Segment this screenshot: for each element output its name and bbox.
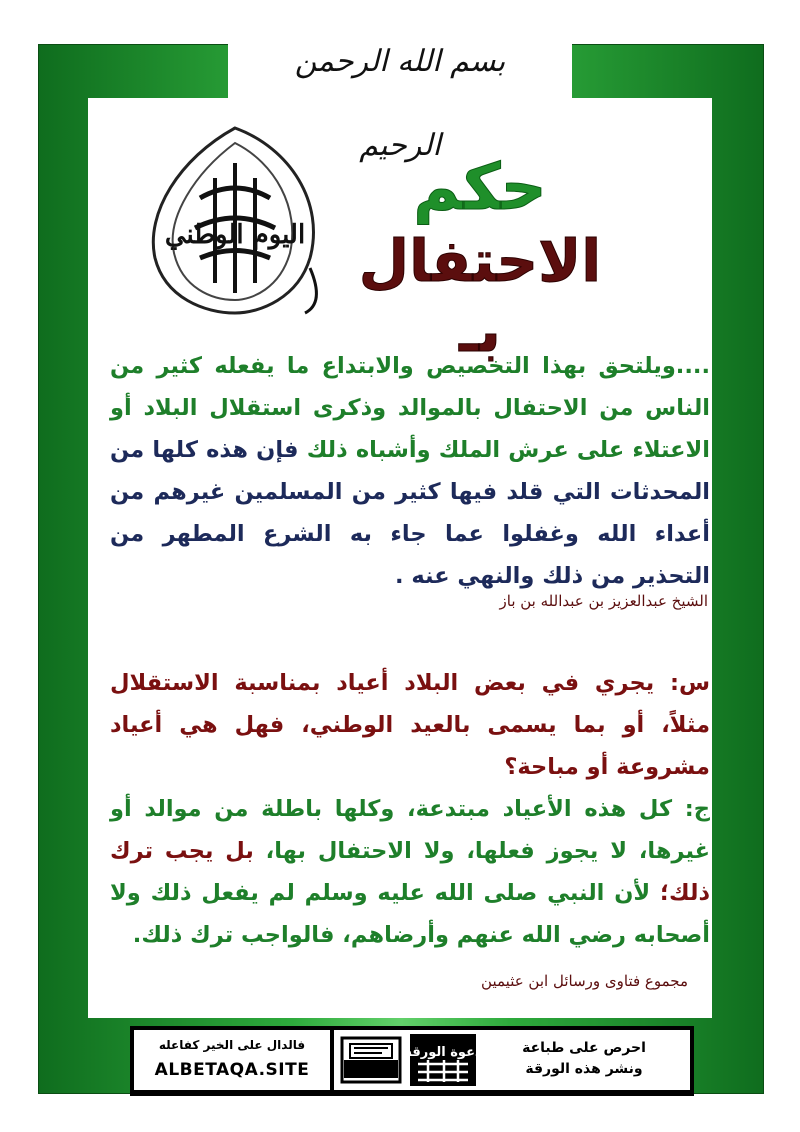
- footer-print-line2: ونشر هذه الورقة: [525, 1061, 643, 1077]
- footer-brand: [334, 1030, 484, 1090]
- quote-ibn-baz: [110, 345, 710, 597]
- source-ibn-uthaymin: مجموع فتاوى ورسائل ابن عثيمين: [481, 972, 688, 990]
- footer-bar: [130, 1026, 694, 1096]
- national-day-calligraphy-logo: [140, 118, 330, 318]
- quote1-part1: ....ويلتحق بهذا التخصيص والابتداع ما يفعله كثير من الناس من الاحتفال بالموالد وذكرى استقلال البلاد أو الاعتلاء على عرش الملك وأشباه ذلك: [110, 353, 710, 463]
- footer-site: [134, 1030, 330, 1090]
- fatwa-ibn-uthaymin: [110, 662, 710, 956]
- fatwa-answer-part1: ج: كل هذه الأعياد مبتدعة، وكلها باطلة من موالد أو غيرها، لا يجوز فعلها، ولا الاحتفال بها،: [110, 796, 711, 864]
- page-title: [330, 150, 630, 366]
- source-ibn-baz: الشيخ عبدالعزيز بن عبدالله بن باز: [499, 592, 708, 610]
- title-line-1: حكم: [413, 151, 547, 225]
- fatwa-answer-part2: بل يجب ترك ذلك؛: [110, 838, 710, 906]
- brand-logo-text: دعوة الورقة: [404, 1045, 482, 1060]
- quote1-part2: فإن هذه كلها من المحدثات التي قلد فيها كثير من المسلمين غيرهم من أعداء الله وغفلوا عما جاء به الشرع المطهر من التحذير من ذلك والنهي عنه .: [110, 437, 710, 589]
- footer-site-link[interactable]: ALBETAQA.SITE: [154, 1060, 310, 1080]
- footer-proverb: فالدال على الخير كفاعله: [158, 1038, 306, 1052]
- footer-print-note: [478, 1030, 690, 1090]
- fatwa-question: س: يجري في بعض البلاد أعياد بمناسبة الاستقلال مثلاً، أو بما يسمى بالعيد الوطني، فهل هي أعياد مشروعة أو مباحة؟: [110, 670, 710, 780]
- logo-text: اليوم الوطني: [164, 220, 306, 250]
- fatwa-answer-part3: لأن النبي صلى الله عليه وسلم لم يفعل ذلك ولا أصحابه رضي الله عنهم وأرضاهم، فالواجب ترك ذلك.: [110, 880, 710, 948]
- footer-print-line1: احرص على طباعة: [522, 1040, 646, 1056]
- title-line-2: الاحتفال بـ: [358, 227, 602, 365]
- brand-logo: [334, 1030, 484, 1090]
- bismillah-calligraphy: بسم الله الرحمن الرحيم: [294, 44, 506, 163]
